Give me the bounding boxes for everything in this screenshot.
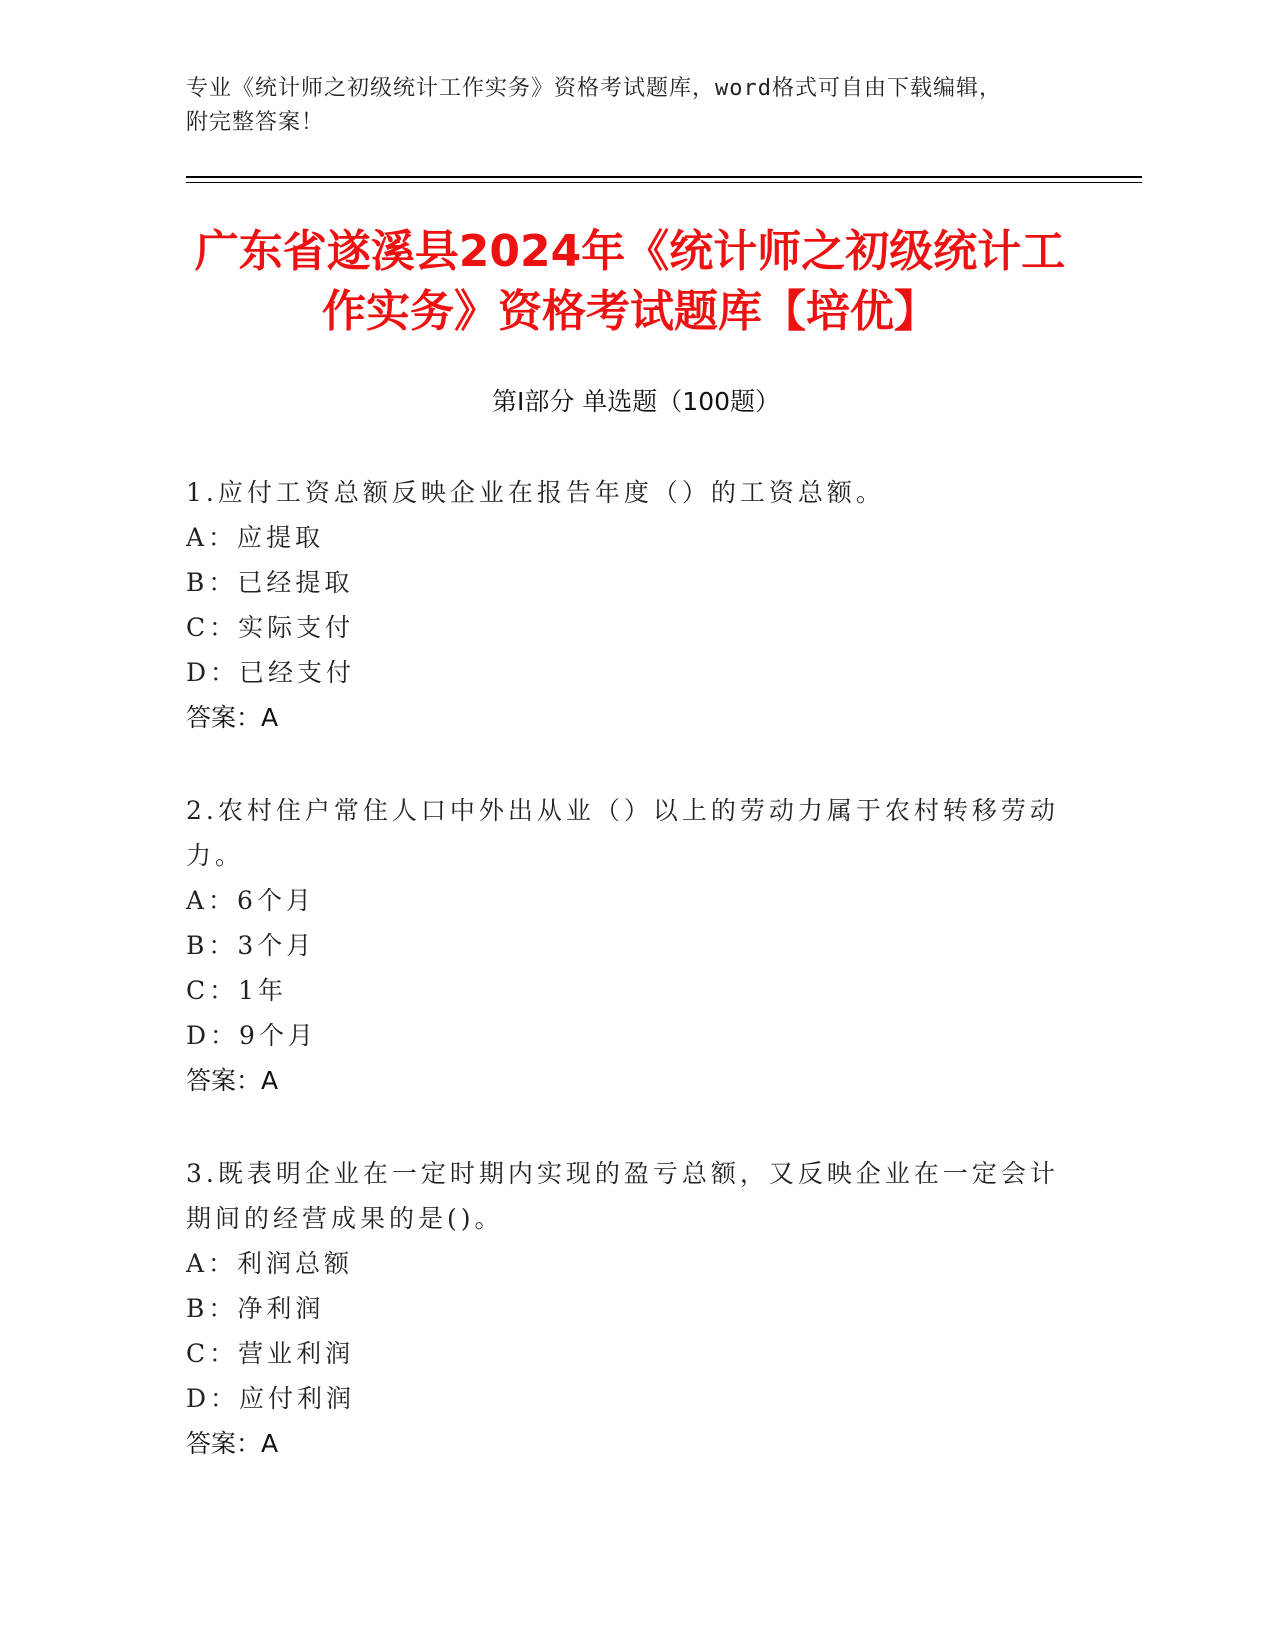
section-title: 第Ⅰ部分 单选题（100题） [491,387,781,416]
header-note-line-2: 附完整答案！ [186,110,325,135]
question-3 [186,1151,1066,1466]
header-rule-thick [186,176,1142,178]
document-title-line-1: 广东省遂溪县2024年《统计师之初级统计工 [194,226,1066,277]
option-a: A：6个月 [186,886,315,915]
option-b: B：已经提取 [186,568,354,597]
question-1 [186,470,1066,740]
answer: 答案：A [186,1429,279,1458]
question-2 [186,788,1066,1103]
question-stem: 3.既表明企业在一定时期内实现的盈亏总额，又反映企业在一定会计期间的经营成果的是()。 [186,1159,1059,1233]
option-b: B：3个月 [186,931,316,960]
option-b: B：净利润 [186,1294,325,1323]
header-note [186,72,1066,140]
option-c: C：1年 [186,976,288,1005]
option-d: D：应付利润 [186,1384,356,1413]
answer: 答案：A [186,1066,279,1095]
option-a: A：利润总额 [186,1249,354,1278]
document-title [150,222,1110,342]
header-rule-thin [186,182,1142,183]
option-d: D：已经支付 [186,658,356,687]
header-note-line-1: 专业《统计师之初级统计工作实务》资格考试题库，word格式可自由下载编辑， [186,76,1002,101]
question-stem: 1.应付工资总额反映企业在报告年度（）的工资总额。 [186,478,885,507]
option-c: C：实际支付 [186,613,355,642]
question-stem: 2.农村住户常住人口中外出从业（）以上的劳动力属于农村转移劳动力。 [186,796,1059,870]
answer: 答案：A [186,703,279,732]
question-list [186,470,1066,1514]
document-title-line-2: 作实务》资格考试题库【培优】 [322,286,938,337]
option-d: D：9个月 [186,1021,317,1050]
option-c: C：营业利润 [186,1339,355,1368]
option-a: A：应提取 [186,523,325,552]
